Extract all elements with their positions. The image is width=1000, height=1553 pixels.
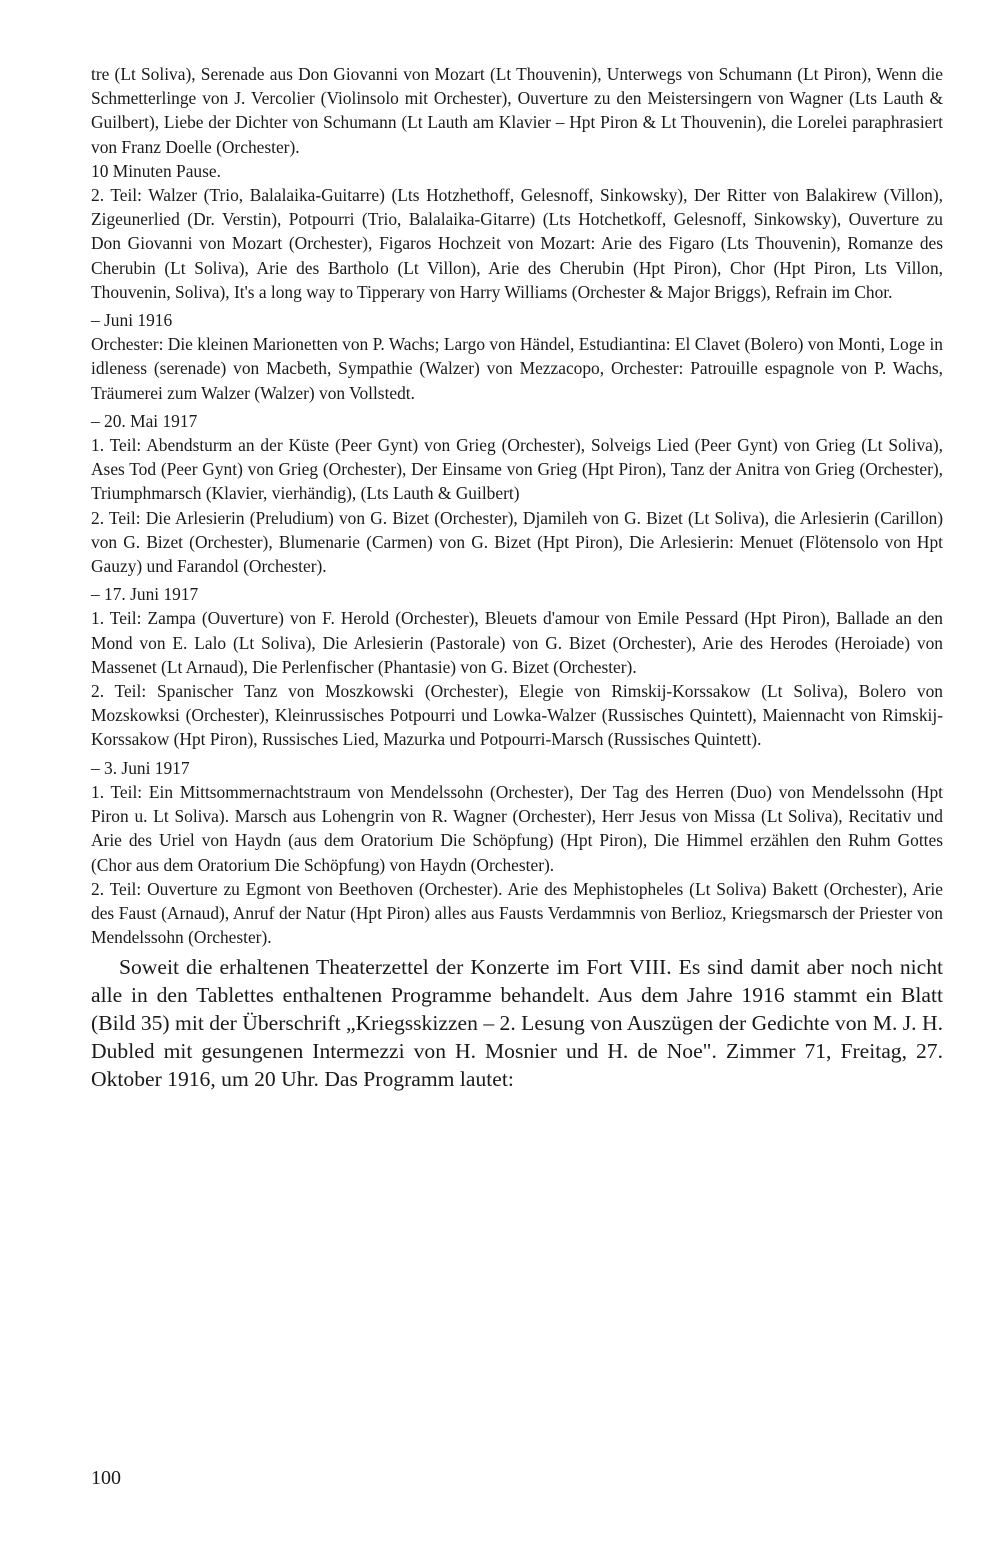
date-heading-may-1917: – 20. Mai 1917 [91, 410, 198, 431]
pause-note: 10 Minuten Pause. [91, 160, 221, 181]
program-june-3-part-1: 1. Teil: Ein Mittsommernachtstraum von Mendelssohn (Orchester), Der Tag des Herren (Duo) von Mendelssohn (Hpt Piron u. Lt Soliva). Marsch aus Lohengrin von R. Wagner (Orchester), Herr Jesus von Missa (Lt Soliva), Recitativ und Arie des Uriel von Haydn (aus dem Oratorium Die Schöpfung) (Hpt Piron), Die Himmel erzählen den Ruhm Gottes (Chor aus dem Oratorium Die Schöpfung) von Haydn (Orchester). [91, 781, 943, 875]
date-heading-june-1916: – Juni 1916 [91, 310, 173, 331]
program-may-1917-part-2: 2. Teil: Die Arlesierin (Preludium) von G. Bizet (Orchester), Djamileh von G. Bizet (Lt Soliva), die Arlesierin (Carillon) von G. Bizet (Orchester), Blumenarie (Carmen) von G. Bizet (Hpt Piron), Die Arlesierin: Menuet (Flötensolo von Hpt Gauzy) und Farandol (Orchester). [91, 507, 943, 577]
program-june-3-part-2: 2. Teil: Ouverture zu Egmont von Beethoven (Orchester). Arie des Mephistopheles (Lt Soliva) Bakett (Orchester), Arie des Faust (Arnaud), Anruf der Natur (Hpt Piron) alles aus Fausts Verdammnis von Berlioz, Kriegsmarsch der Priester von Mendelssohn (Orchester). [91, 878, 943, 948]
page-number: 100 [91, 1467, 121, 1489]
program-part-2: 2. Teil: Walzer (Trio, Balalaika-Guitarre) (Lts Hotzhethoff, Gelesnoff, Sinkowsky), Der Ritter von Balakirew (Villon), Zigeunerlied (Dr. Verstin), Potpourri (Trio, Balalaika-Gitarre) (Lts Hotchetkoff, Gelesnoff, Sinkowsky), Ouverture zu Don Giovanni von Mozart (Orchester), Figaros Hochzeit von Mozart: Arie des Figaro (Lts Thouvenin), Romanze des Cherubin (Lt Soliva), Arie des Bartholo (Lt Villon), Arie des Cherubin (Hpt Piron), Chor (Hpt Piron, Lts Villon, Thouvenin, Soliva), It's a long way to Tipperary von Harry Williams (Orchester & Major Briggs), Refrain im Chor. [91, 185, 943, 302]
program-june-1916: Orchester: Die kleinen Marionetten von P. Wachs; Largo von Händel, Estudiantina: El Clavet (Bolero) von Monti, Loge in idleness (serenade) von Macbeth, Sympathie (Walzer) von Mezzacopo, Orchester: Patrouille espagnole von P. Wachs, Träumerei zum Walzer (Walzer) von Vollstedt. [91, 334, 943, 403]
page-body [91, 62, 943, 1093]
program-may-1917-part-1: 1. Teil: Abendsturm an der Küste (Peer Gynt) von Grieg (Orchester), Solveigs Lied (Peer Gynt) von Grieg (Lt Soliva), Ases Tod (Peer Gynt) von Grieg (Orchester), Der Einsame von Grieg (Hpt Piron), Tanz der Anitra von Grieg (Orchester), Triumphmarsch (Klavier, vierhändig), (Lts Lauth & Guilbert) [91, 435, 943, 504]
date-heading-june-17-1917: – 17. Juni 1917 [91, 584, 199, 605]
body-paragraph: Soweit die erhaltenen Theaterzettel der Konzerte im Fort VIII. Es sind damit aber noch nicht alle in den Tablettes enthaltenen Programme behandelt. Aus dem Jahre 1916 stammt ein Blatt (Bild 35) mit der Überschrift „Kriegsskizzen – 2. Lesung von Auszügen der Gedichte von M. J. H. Dubled mit gesungenen Intermezzi von H. Mosnier und H. de Noe". Zimmer 71, Freitag, 27. Oktober 1916, um 20 Uhr. Das Programm lautet: [91, 955, 943, 1092]
program-june-17-part-1: 1. Teil: Zampa (Ouverture) von F. Herold (Orchester), Bleuets d'amour von Emile Pessard (Hpt Piron), Ballade an den Mond von E. Lalo (Lt Soliva), Die Arlesierin (Pastorale) von G. Bizet (Orchester), Arie des Herodes (Heroiade) von Massenet (Lt Arnaud), Die Perlenfischer (Phantasie) von G. Bizet (Orchester). [91, 608, 943, 677]
program-june-17-part-2: 2. Teil: Spanischer Tanz von Moszkowski (Orchester), Elegie von Rimskij-Korssakow (Lt Soliva), Bolero von Mozskowksi (Orchester), Kleinrussisches Potpourri und Lowka-Walzer (Russisches Quintett), Maiennacht von Rimskij-Korssakow (Hpt Piron), Russisches Lied, Mazurka und Potpourri-Marsch (Russisches Quintett). [91, 681, 943, 750]
program-text-continued: tre (Lt Soliva), Serenade aus Don Giovanni von Mozart (Lt Thouvenin), Unterwegs von Schumann (Lt Piron), Wenn die Schmetterlinge von J. Vercolier (Violinsolo mit Orchester), Ouverture zu den Meistersingern von Wagner (Lts Lauth & Guilbert), Liebe der Dichter von Schumann (Lt Lauth am Klavier – Hpt Piron & Lt Thouvenin), die Lorelei paraphrasiert von Franz Doelle (Orchester). [91, 64, 943, 157]
date-heading-june-3-1917: – 3. Juni 1917 [91, 757, 190, 778]
